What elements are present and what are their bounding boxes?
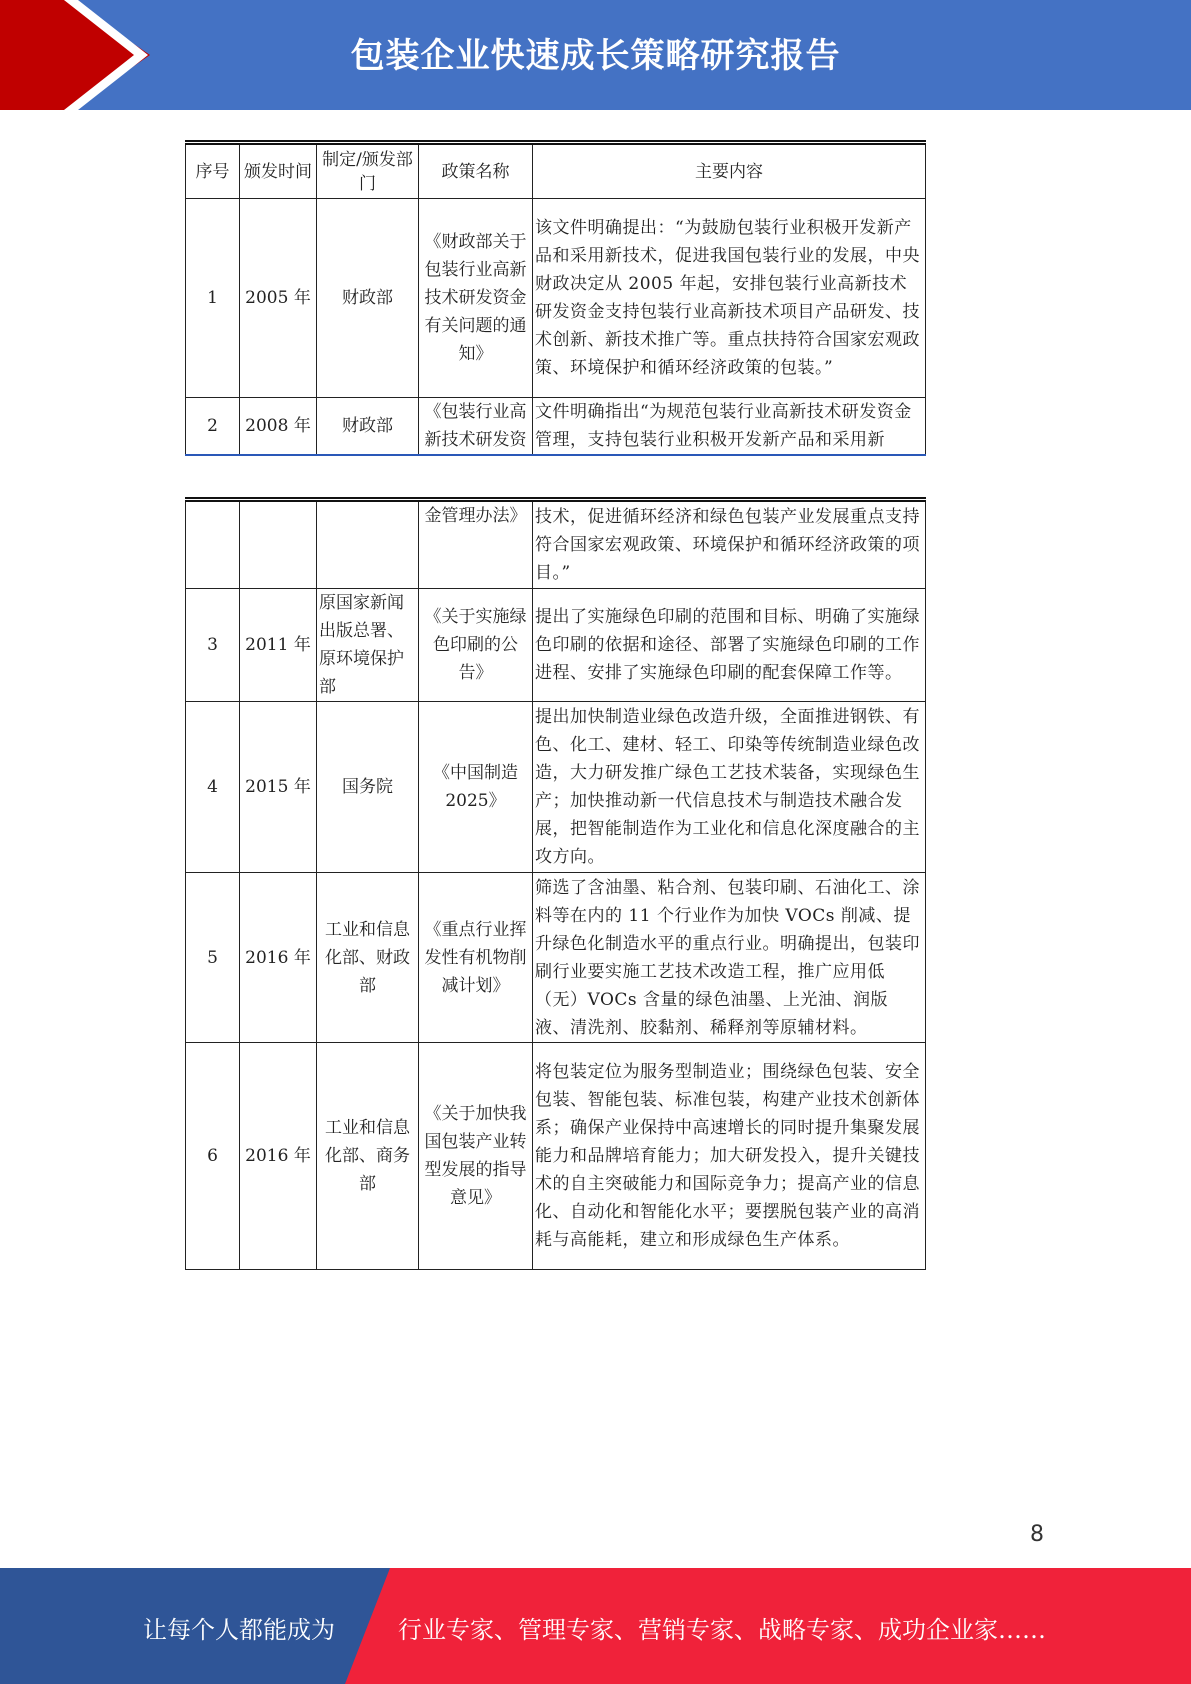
cell-name: 《关于实施绿色印刷的公告》	[419, 589, 533, 702]
header-dept: 制定/颁发部门	[317, 143, 419, 199]
table-row	[186, 1043, 926, 1270]
cell-dept: 国务院	[317, 702, 419, 873]
cell-no	[186, 500, 240, 589]
page-title: 包装企业快速成长策略研究报告	[350, 36, 841, 76]
cell-content: 该文件明确提出：“为鼓励包装行业积极开发新产品和采用新技术，促进我国包装行业的发展，中央财政决定从 2005 年起，安排包装行业高新技术研发资金支持包装行业高新技术项目产品研发、技术创新、新技术推广等。重点扶持符合国家宏观政策、环境保护和循环经济政策的包装。”	[533, 199, 926, 398]
cell-content: 技术，促进循环经济和绿色包装产业发展重点支持符合国家宏观政策、环境保护和循环经济政策的项目。”	[533, 500, 926, 589]
table-row	[186, 589, 926, 702]
cell-no: 3	[186, 589, 240, 702]
header-name: 政策名称	[419, 143, 533, 199]
header-time: 颁发时间	[240, 143, 317, 199]
cell-time: 2016 年	[240, 873, 317, 1043]
cell-content: 筛选了含油墨、粘合剂、包装印刷、石油化工、涂料等在内的 11 个行业作为加快 VOCs 削减、提升绿色化制造水平的重点行业。明确提出，包装印刷行业要实施工艺技术改造工程，推广应用低（无）VOCs 含量的绿色油墨、上光油、润版液、清洗剂、胶黏剂、稀释剂等原辅材料。	[533, 873, 926, 1043]
cell-content: 提出了实施绿色印刷的范围和目标、明确了实施绿色印刷的依据和途径、部署了实施绿色印刷的工作进程、安排了实施绿色印刷的配套保障工作等。	[533, 589, 926, 702]
cell-no: 5	[186, 873, 240, 1043]
cell-no: 1	[186, 199, 240, 398]
table-row	[186, 500, 926, 589]
table-row	[186, 199, 926, 398]
cell-time: 2011 年	[240, 589, 317, 702]
cell-content: 将包装定位为服务型制造业；围绕绿色包装、安全包装、智能包装、标准包装，构建产业技术创新体系；确保产业保持中高速增长的同时提升集聚发展能力和品牌培育能力；加大研发投入，提升关键技术的自主突破能力和国际竞争力；提高产业的信息化、自动化和智能化水平；要摆脱包装产业的高消耗与高能耗，建立和形成绿色生产体系。	[533, 1043, 926, 1270]
page-number: 8	[1030, 1522, 1044, 1547]
footer-slogan-right: 行业专家、管理专家、营销专家、战略专家、成功企业家……	[398, 1616, 1046, 1644]
cell-name: 《关于加快我国包装产业转型发展的指导意见》	[419, 1043, 533, 1270]
cell-time: 2015 年	[240, 702, 317, 873]
cell-no: 4	[186, 702, 240, 873]
cell-content: 提出加快制造业绿色改造升级，全面推进钢铁、有色、化工、建材、轻工、印染等传统制造业绿色改造，大力研发推广绿色工艺技术装备，实现绿色生产；加快推动新一代信息技术与制造技术融合发展，把智能制造作为工业化和信息化深度融合的主攻方向。	[533, 702, 926, 873]
cell-time: 2016 年	[240, 1043, 317, 1270]
cell-dept	[317, 500, 419, 589]
cell-dept: 原国家新闻出版总署、原环境保护部	[317, 589, 419, 702]
cell-dept: 工业和信息化部、财政部	[317, 873, 419, 1043]
cell-name: 《中国制造 2025》	[419, 702, 533, 873]
cell-name: 《包装行业高新技术研发资	[419, 398, 533, 456]
cell-content: 文件明确指出“为规范包装行业高新技术研发资金管理，支持包装行业积极开发新产品和采用新	[533, 398, 926, 456]
policy-table-part1	[185, 140, 926, 456]
footer-banner	[0, 1568, 1191, 1684]
cell-dept: 工业和信息化部、商务部	[317, 1043, 419, 1270]
policy-table-part2	[185, 497, 926, 1270]
cell-dept: 财政部	[317, 199, 419, 398]
cell-time	[240, 500, 317, 589]
table-row	[186, 873, 926, 1043]
cell-time: 2008 年	[240, 398, 317, 456]
table-row	[186, 398, 926, 456]
header-banner	[0, 0, 1191, 110]
footer-slogan-left: 让每个人都能成为	[143, 1616, 335, 1644]
cell-no: 6	[186, 1043, 240, 1270]
header-no: 序号	[186, 143, 240, 199]
table-header-row	[186, 143, 926, 199]
header-content: 主要内容	[533, 143, 926, 199]
cell-name: 金管理办法》	[419, 500, 533, 589]
cell-no: 2	[186, 398, 240, 456]
cell-dept: 财政部	[317, 398, 419, 456]
cell-time: 2005 年	[240, 199, 317, 398]
cell-name: 《财政部关于包装行业高新技术研发资金有关问题的通知》	[419, 199, 533, 398]
table-row	[186, 702, 926, 873]
cell-name: 《重点行业挥发性有机物削减计划》	[419, 873, 533, 1043]
